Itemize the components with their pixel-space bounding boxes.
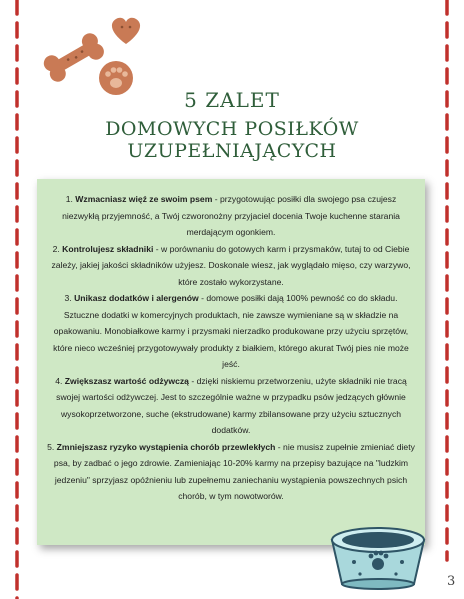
benefit-item-4: [47, 373, 415, 439]
dog-treat-bone-icon: [41, 30, 107, 84]
item-heading: Wzmacniasz więź ze swoim psem: [75, 194, 213, 204]
item-text: - przygotowując posiłki dla swojego psa czujesz niezwykłą przyjemność, a Twój czworonożny przyjaciel docenia Twoje kuchenne starania merdającym ogonkiem.: [62, 194, 400, 237]
item-text: - domowe posiłki dają 100% pewność co do składu. Sztuczne dodatki w komercyjnych produktach, nie zawsze wymieniane są w składzie na opakowaniu. Monobiałkowe karmy i przysmaki nierzadko produkowane przy użyciu sprzętów, które nieco wcześniej przygotowywały produkty z białkiem, którego akurat Twój pies nie może jeść.: [53, 293, 409, 369]
item-number: 3.: [64, 293, 72, 303]
page-title-line2: DOMOWYCH POSIŁKÓW UZUPEŁNIAJĄCYCH: [105, 118, 359, 162]
item-text: - w porównaniu do gotowych karm i przysmaków, tutaj to od Ciebie zależy, jakiej jakości składników użyjesz. Doskonale wiesz, jak wyglądało mięso, czy warzywo, które zostało wykorzystane.: [51, 243, 411, 287]
item-heading: Unikasz dodatków i alergenów: [74, 293, 199, 303]
dog-treats-illustration: [38, 10, 148, 100]
benefit-item-5: [47, 439, 415, 505]
benefit-item-3: [47, 290, 415, 373]
item-heading: Zmniejszasz ryzyko wystąpienia chorób przewlekłych: [56, 441, 276, 452]
item-heading: Kontrolujesz składniki: [62, 243, 154, 254]
item-number: 2.: [52, 243, 60, 254]
dog-bowl-icon: [318, 500, 438, 590]
item-text: - nie musisz zupełnie zmieniać diety psa, by zadbać o jego zdrowie. Zamieniając 10-20% karmy na przepisy bazujące na "ludzkim jedzeniu" sprzyjasz opóźnieniu lub zupełnemu zaniechaniu wystąpienia powszechnych psich chorób, w tym nowotworów.: [53, 441, 415, 501]
benefit-item-1: [47, 191, 415, 241]
benefits-card: [37, 179, 425, 545]
item-number: 5.: [47, 441, 55, 452]
page-title-line1: 5 ZALET: [184, 88, 280, 112]
item-heading: Zwiększasz wartość odżywczą: [64, 375, 189, 386]
item-number: 4.: [55, 375, 63, 386]
item-text: - dzięki niskiemu przetworzeniu, użyte składniki nie tracą swojej wartości odżywczej. Jest to szczególnie ważne w przypadku psów jedzących głównie wysokoprzetworzone, suche (ekstrudowane) karmy zbilansowane przy użyciu sztucznych dodatków.: [56, 375, 407, 435]
dog-treat-heart-icon: [112, 18, 140, 44]
page-number: 3: [447, 574, 456, 589]
benefit-item-2: [47, 241, 415, 291]
item-number: 1.: [65, 194, 73, 204]
